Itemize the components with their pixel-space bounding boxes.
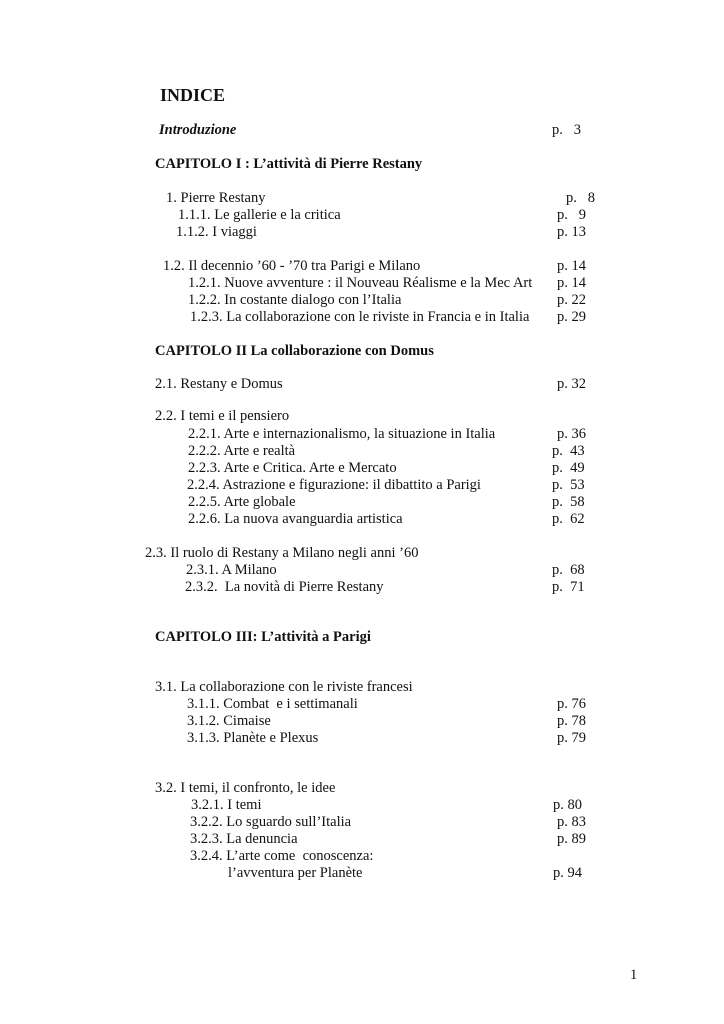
toc-entry: 1.1.1. Le gallerie e la critica bbox=[178, 207, 341, 223]
toc-page: p. 32 bbox=[557, 376, 586, 392]
chapter-heading-1: CAPITOLO I : L’attività di Pierre Restany bbox=[155, 156, 423, 172]
toc-entry: 3.2.1. I temi bbox=[191, 797, 262, 813]
toc-page: p. 62 bbox=[552, 511, 585, 527]
chapter-heading-3: CAPITOLO III: L’attività a Parigi bbox=[155, 629, 371, 645]
toc-page: p. 80 bbox=[553, 797, 582, 813]
toc-page: p. 8 bbox=[566, 190, 595, 206]
chapter-heading-2: CAPITOLO II La collaborazione con Domus bbox=[155, 343, 434, 359]
toc-page: p. 58 bbox=[552, 494, 585, 510]
toc-entry-continued: l’avventura per Planète bbox=[228, 865, 363, 881]
toc-entry-introduzione: Introduzione bbox=[159, 122, 237, 138]
toc-entry: 3.1.3. Planète e Plexus bbox=[187, 730, 319, 746]
toc-entry: 1.2.2. In costante dialogo con l’Italia bbox=[188, 292, 402, 308]
toc-page: p. 13 bbox=[557, 224, 586, 240]
toc-entry: 2.2.1. Arte e internazionalismo, la situazione in Italia bbox=[188, 426, 496, 442]
toc-page: p. 36 bbox=[557, 426, 586, 442]
toc-page: p. 83 bbox=[557, 814, 586, 830]
toc-page-introduzione: p. 3 bbox=[552, 122, 581, 138]
toc-entry: 1.2.1. Nuove avventure : il Nouveau Réalisme e la Mec Art bbox=[188, 275, 533, 291]
toc-entry: 2.2.5. Arte globale bbox=[188, 494, 296, 510]
toc-page: p. 53 bbox=[552, 477, 585, 493]
toc-page: p. 22 bbox=[557, 292, 586, 308]
toc-entry: 1.2. Il decennio ’60 - ’70 tra Parigi e Milano bbox=[163, 258, 421, 274]
toc-entry: 3.1.2. Cimaise bbox=[187, 713, 271, 729]
toc-entry: 2.2.6. La nuova avanguardia artistica bbox=[188, 511, 403, 527]
toc-page: p. 89 bbox=[557, 831, 586, 847]
toc-entry: 1.1.2. I viaggi bbox=[176, 224, 257, 240]
toc-page: p. 9 bbox=[557, 207, 586, 223]
toc-page: p. 43 bbox=[552, 443, 585, 459]
toc-page: p. 49 bbox=[552, 460, 585, 476]
toc-entry: 2.2.2. Arte e realtà bbox=[188, 443, 296, 459]
toc-page: p. 94 bbox=[553, 865, 582, 881]
toc-entry: 2.3.2. La novità di Pierre Restany bbox=[185, 579, 384, 595]
toc-entry: 3.1.1. Combat e i settimanali bbox=[187, 696, 358, 712]
toc-page: p. 14 bbox=[557, 258, 586, 274]
toc-entry: 3.2.4. L’arte come conoscenza: bbox=[190, 848, 374, 864]
toc-page: p. 71 bbox=[552, 579, 585, 595]
toc-entry: 3.2.2. Lo sguardo sull’Italia bbox=[190, 814, 352, 830]
toc-section: 3.1. La collaborazione con le riviste francesi bbox=[155, 679, 413, 695]
toc-section: 2.3. Il ruolo di Restany a Milano negli anni ’60 bbox=[145, 545, 419, 561]
toc-page: p. 79 bbox=[557, 730, 586, 746]
toc-entry: 3.2.3. La denuncia bbox=[190, 831, 298, 847]
toc-page: p. 78 bbox=[557, 713, 586, 729]
page-number: 1 bbox=[630, 967, 638, 983]
toc-entry: 2.2.3. Arte e Critica. Arte e Mercato bbox=[188, 460, 397, 476]
toc-entry: 1. Pierre Restany bbox=[166, 190, 266, 206]
toc-page: p. 68 bbox=[552, 562, 585, 578]
toc-page: p. 29 bbox=[557, 309, 586, 325]
toc-entry: 2.3.1. A Milano bbox=[186, 562, 277, 578]
toc-page: p. 76 bbox=[557, 696, 586, 712]
toc-entry: 2.1. Restany e Domus bbox=[155, 376, 283, 392]
toc-section: 2.2. I temi e il pensiero bbox=[155, 408, 290, 424]
toc-entry: 1.2.3. La collaborazione con le riviste in Francia e in Italia bbox=[190, 309, 530, 325]
toc-entry: 2.2.4. Astrazione e figurazione: il dibattito a Parigi bbox=[187, 477, 481, 493]
toc-page: p. 14 bbox=[557, 275, 586, 291]
page-title: INDICE bbox=[160, 85, 226, 105]
toc-section: 3.2. I temi, il confronto, le idee bbox=[155, 780, 336, 796]
